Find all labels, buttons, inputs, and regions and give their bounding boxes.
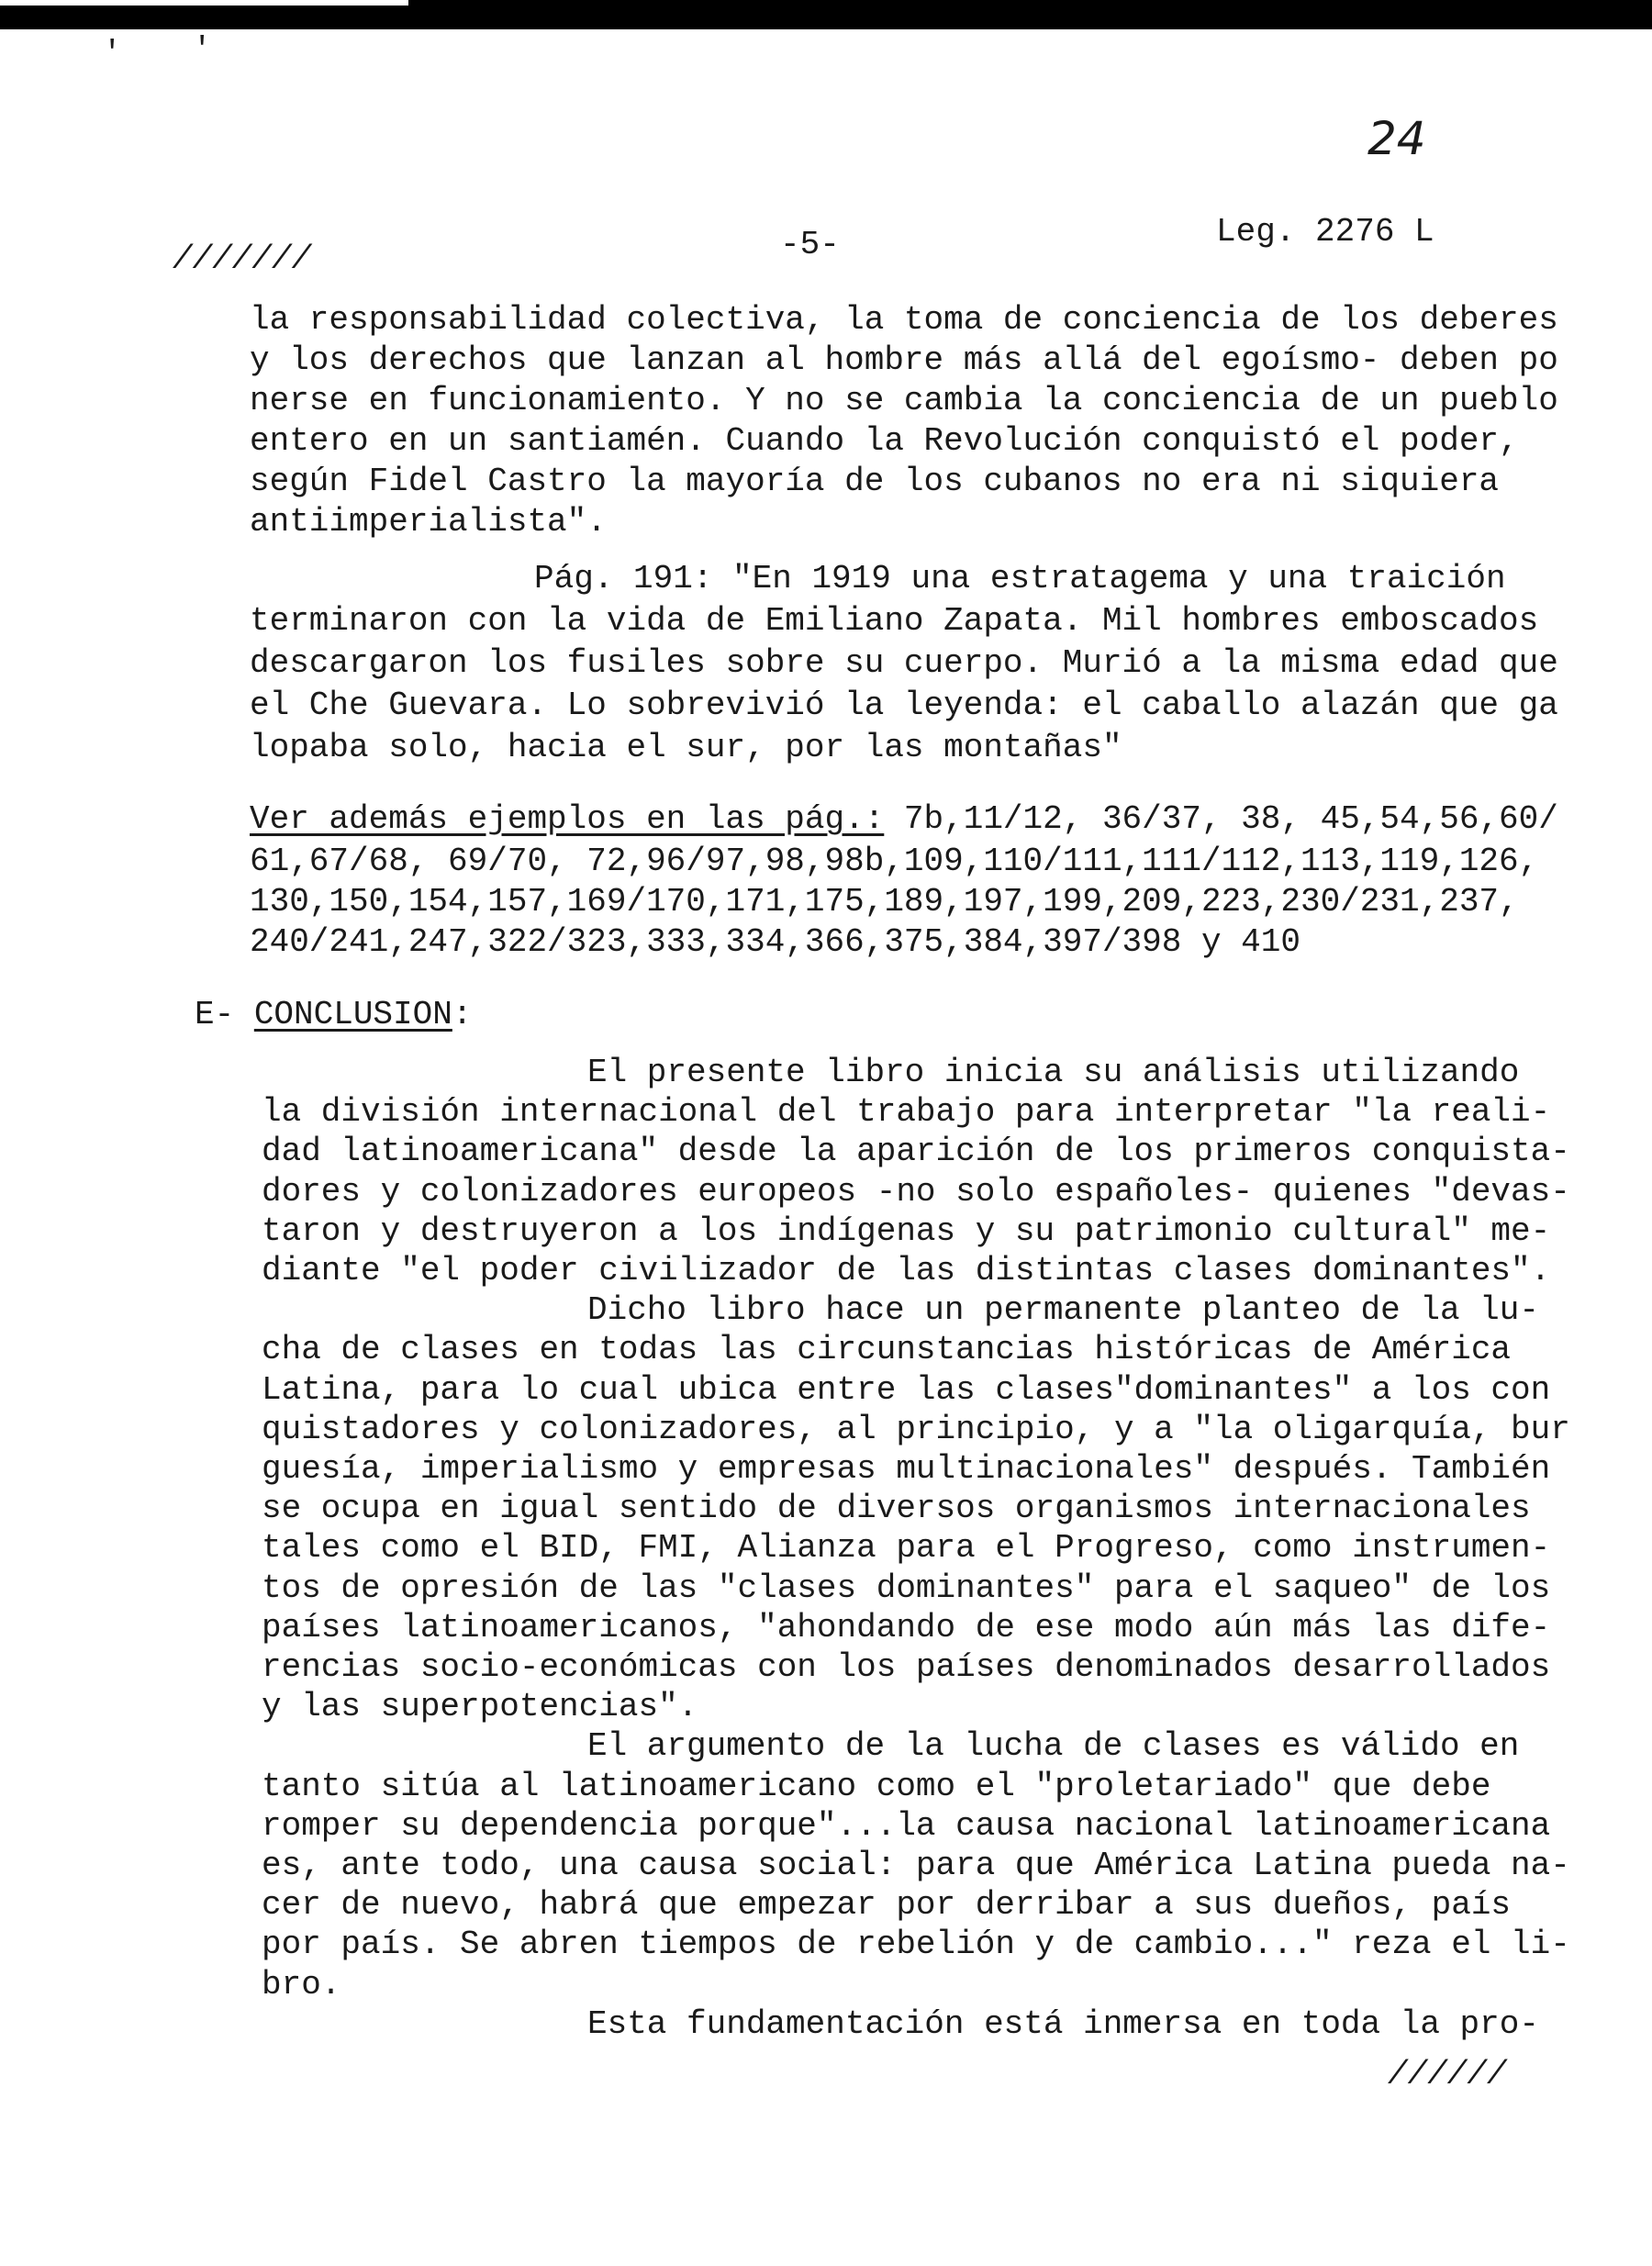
- text-line: según Fidel Castro la mayoría de los cubanos no era ni siquiera: [250, 463, 1500, 500]
- page-list-line: 130,150,154,157,169/170,171,175,189,197,199,209,223,230/231,237,: [250, 883, 1519, 921]
- file-reference: Leg. 2276 L: [1216, 213, 1434, 251]
- text-line: es, ante todo, una causa social: para que América Latina pueda na-: [262, 1847, 1570, 1884]
- corner-mark-left: ': [103, 37, 122, 72]
- footer-slashes: //////: [1388, 2056, 1507, 2093]
- text-line: países latinoamericanos, "ahondando de ese modo aún más las dife-: [262, 1608, 1551, 1646]
- text-line: tanto sitúa al latinoamericano como el "proletariado" que debe: [262, 1767, 1491, 1805]
- header-slashes: ///////: [173, 240, 312, 278]
- section-title: CONCLUSION: [253, 996, 452, 1033]
- see-also-label: Ver además ejemplos en las pág.:: [250, 800, 885, 838]
- section-prefix: E-: [195, 996, 254, 1033]
- section-heading: [195, 996, 472, 1033]
- text-line: tos de opresión de las "clases dominantes" para el saqueo" de los: [262, 1568, 1551, 1607]
- see-also-pages-start: 7b,11/12, 36/37, 38, 45,54,56,60/: [884, 800, 1558, 838]
- section-colon: :: [452, 996, 473, 1033]
- see-also-first-line: [250, 800, 1558, 838]
- text-line: descargaron los fusiles sobre su cuerpo. Murió a la misma edad que: [250, 644, 1558, 682]
- text-line: Dicho libro hace un permanente planteo de la lu-: [587, 1291, 1539, 1330]
- text-line: cha de clases en todas las circunstancias históricas de América: [262, 1331, 1512, 1369]
- text-line: diante "el poder civilizador de las distintas clases dominantes".: [262, 1252, 1551, 1289]
- scan-top-border-gap: [0, 0, 408, 6]
- text-line: y los derechos que lanzan al hombre más allá del egoísmo- deben po: [250, 341, 1558, 379]
- text-line: dad latinoamericana" desde la aparición de los primeros conquista-: [262, 1133, 1570, 1171]
- handwritten-page-number: 24: [1367, 112, 1426, 165]
- text-line: lopaba solo, hacia el sur, por las montañas": [250, 729, 1122, 766]
- text-line: rencias socio-económicas con los países denominados desarrollados: [262, 1648, 1551, 1686]
- text-line: dores y colonizadores europeos -no solo españoles- quienes "devas-: [262, 1172, 1570, 1211]
- text-line: y las superpotencias".: [262, 1688, 698, 1726]
- text-line: antiimperialista".: [250, 503, 607, 541]
- corner-mark-right: ': [193, 33, 212, 68]
- page-list-line: 240/241,247,322/323,333,334,366,375,384,397/398 y 410: [250, 923, 1300, 961]
- text-line: bro.: [262, 1965, 341, 2004]
- text-line: nerse en funcionamiento. Y no se cambia la conciencia de un pueblo: [250, 382, 1558, 419]
- text-line: la división internacional del trabajo para interpretar "la reali-: [262, 1093, 1551, 1132]
- text-line: guesía, imperialismo y empresas multinacionales" después. También: [262, 1450, 1551, 1488]
- text-line: el Che Guevara. Lo sobrevivió la leyenda: el caballo alazán que ga: [250, 686, 1558, 724]
- text-line: Pág. 191: "En 1919 una estratagema y una traición: [534, 560, 1506, 597]
- text-line: quistadores y colonizadores, al principio, y a "la oligarquía, bur: [262, 1410, 1570, 1448]
- text-line: Esta fundamentación está inmersa en toda la pro-: [587, 2004, 1539, 2043]
- text-line: la responsabilidad colectiva, la toma de conciencia de los deberes: [250, 301, 1558, 339]
- text-line: El argumento de la lucha de clases es válido en: [587, 1727, 1520, 1766]
- text-line: entero en un santiamén. Cuando la Revolución conquistó el poder,: [250, 422, 1519, 460]
- text-line: cer de nuevo, habrá que empezar por derribar a sus dueños, país: [262, 1886, 1512, 1925]
- text-line: Latina, para lo cual ubica entre las clases"dominantes" a los con: [262, 1370, 1551, 1409]
- text-line: terminaron con la vida de Emiliano Zapata. Mil hombres emboscados: [250, 602, 1539, 640]
- text-line: El presente libro inicia su análisis utilizando: [587, 1054, 1520, 1091]
- page-list-line: 61,67/68, 69/70, 72,96/97,98,98b,109,110/111,111/112,113,119,126,: [250, 843, 1539, 880]
- text-line: se ocupa en igual sentido de diversos organismos internacionales: [262, 1490, 1531, 1528]
- text-line: taron y destruyeron a los indígenas y su patrimonio cultural" me-: [262, 1211, 1551, 1250]
- text-line: tales como el BID, FMI, Alianza para el Progreso, como instrumen-: [262, 1529, 1551, 1568]
- page-number: -5-: [780, 226, 840, 263]
- text-line: romper su dependencia porque"...la causa nacional latinoamericana: [262, 1806, 1551, 1845]
- text-line: por país. Se abren tiempos de rebelión y de cambio..." reza el li-: [262, 1926, 1570, 1964]
